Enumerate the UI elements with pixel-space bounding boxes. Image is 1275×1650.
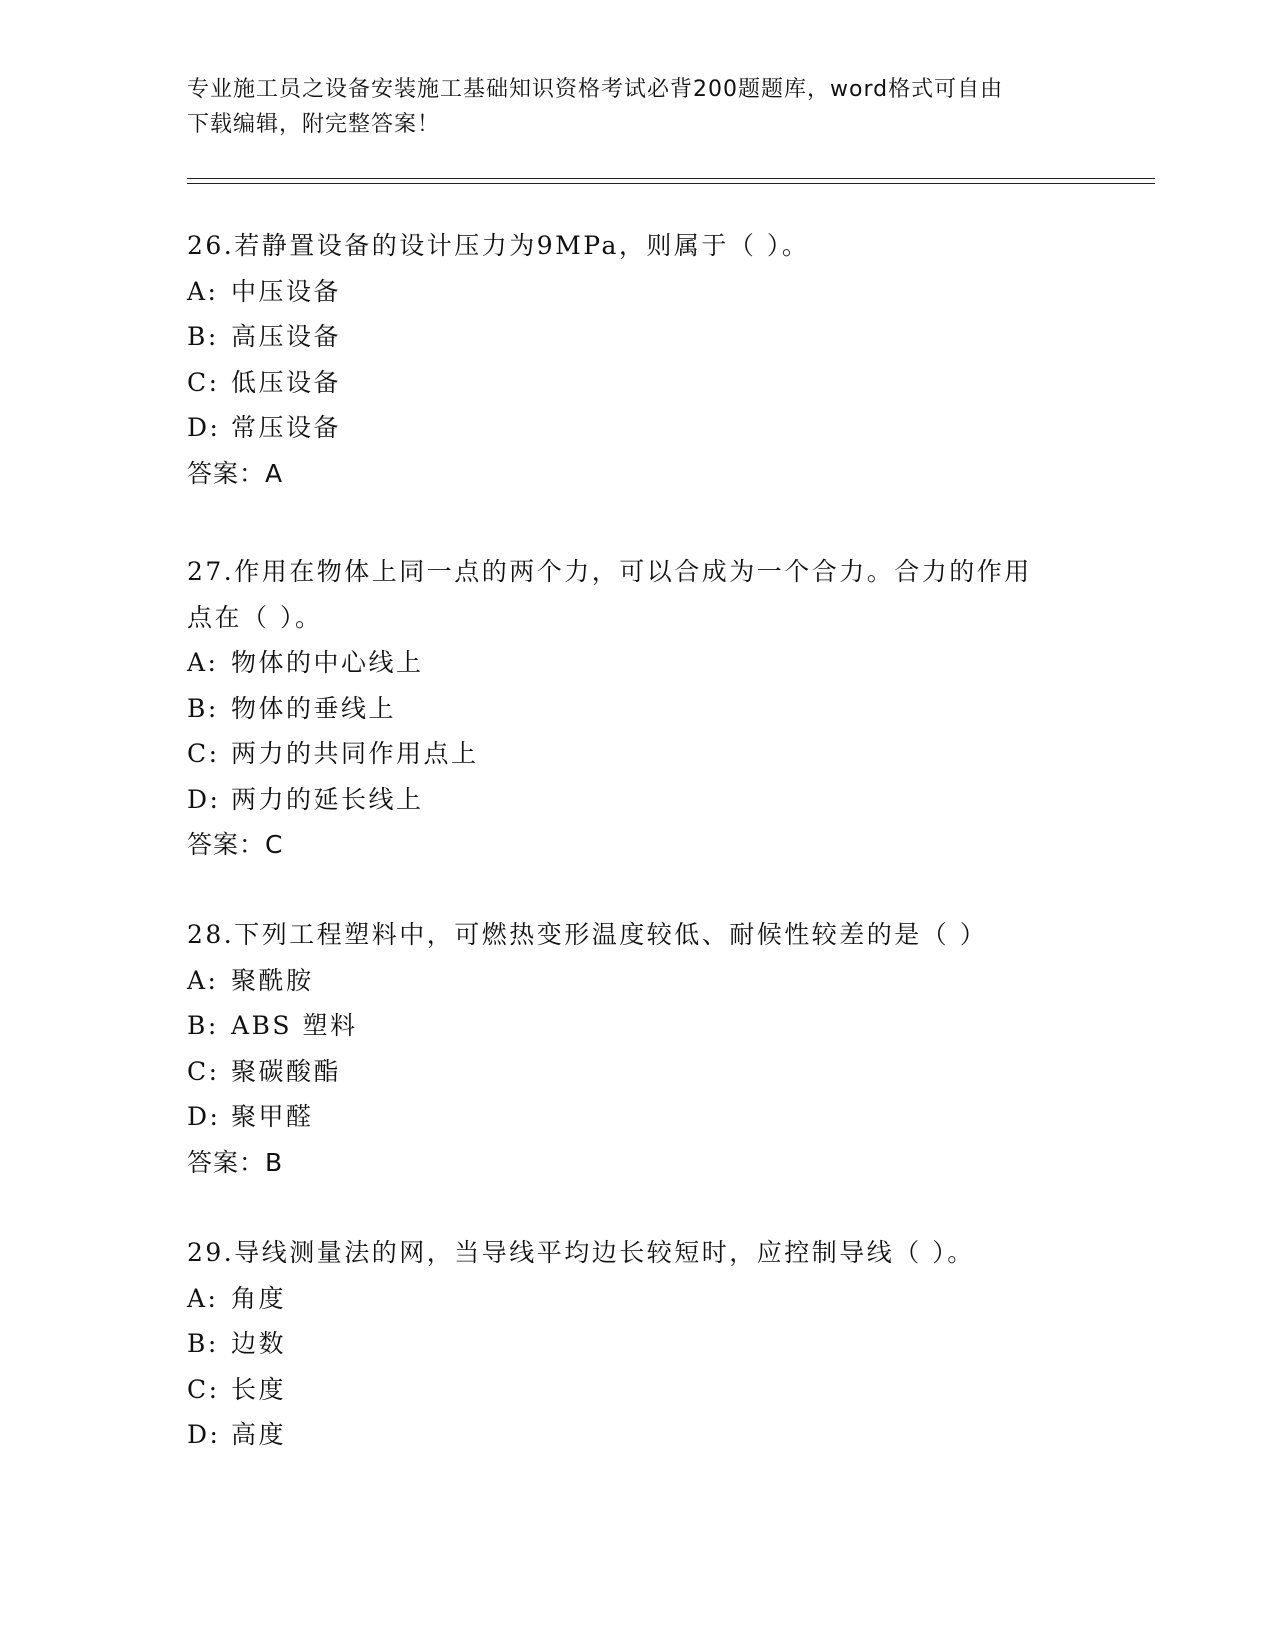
option-letter: A: [187,1283,219,1313]
answer: 答案：A [187,458,284,488]
option-letter: B: [187,693,219,723]
option-b [187,314,1087,360]
option-d [187,1094,1087,1140]
answer: 答案：B [187,1147,284,1177]
answer: 答案：C [187,830,284,859]
option-letter: D: [187,413,221,442]
option-b [187,686,1087,732]
question-stem: 26.若静置设备的设计压力为9MPa，则属于（ ）。 [187,231,810,260]
header-divider-top [187,178,1155,179]
option-c [187,1049,1087,1095]
option-letter: A: [187,276,219,306]
option-c [187,360,1087,406]
option-b [187,1003,1087,1049]
option-b [187,1321,1087,1367]
header-line-1: 专业施工员之设备安装施工基础知识资格考试必背200题题库，word格式可自由 [187,77,1004,102]
option-text: 两力的延长线上 [231,784,424,814]
question-stem: 28.下列工程塑料中，可燃热变形温度较低、耐候性较差的是（ ） [187,920,988,949]
option-text: 低压设备 [231,367,342,397]
question-stem-cont: 点在（ ）。 [187,602,323,632]
header-line-2: 下载编辑，附完整答案！ [187,112,441,137]
option-letter: D: [187,1102,221,1131]
option-text: 聚甲醛 [231,1102,314,1131]
header-divider-bottom [187,183,1155,184]
option-letter: A: [187,648,219,677]
option-d [187,1412,1087,1458]
option-a [187,640,1087,686]
option-text: 两力的共同作用点上 [231,739,479,768]
option-letter: B: [187,322,219,351]
question-27 [187,549,1087,868]
question-29 [187,1230,1087,1458]
option-text: 聚碳酸酯 [231,1056,342,1086]
option-d [187,405,1087,451]
option-text: 边数 [231,1329,287,1358]
option-letter: B: [187,1329,219,1358]
option-text: ABS 塑料 [231,1011,358,1040]
option-d [187,777,1087,823]
option-text: 物体的中心线上 [231,648,424,677]
document-header [187,72,1067,142]
option-letter: C: [187,1056,220,1086]
question-28 [187,912,1087,1185]
question-stem: 29.导线测量法的网，当导线平均边长较短时，应控制导线（ ）。 [187,1238,975,1267]
option-letter: B: [187,1011,219,1040]
option-text: 长度 [231,1374,287,1404]
option-letter: C: [187,739,220,768]
option-letter: C: [187,367,220,397]
option-letter: A: [187,965,219,995]
option-text: 高度 [231,1420,287,1449]
option-c [187,731,1087,777]
option-c [187,1367,1087,1413]
option-text: 中压设备 [231,276,342,306]
option-letter: D: [187,1420,221,1449]
option-a [187,1276,1087,1322]
option-text: 常压设备 [231,413,342,442]
option-text: 物体的垂线上 [231,693,397,723]
question-26 [187,223,1087,496]
option-letter: C: [187,1374,220,1404]
option-a [187,269,1087,315]
option-text: 聚酰胺 [231,965,314,995]
option-letter: D: [187,784,221,814]
question-stem: 27.作用在物体上同一点的两个力，可以合成为一个合力。合力的作用 [187,557,1032,586]
option-text: 角度 [231,1283,287,1313]
option-a [187,958,1087,1004]
option-text: 高压设备 [231,322,342,351]
